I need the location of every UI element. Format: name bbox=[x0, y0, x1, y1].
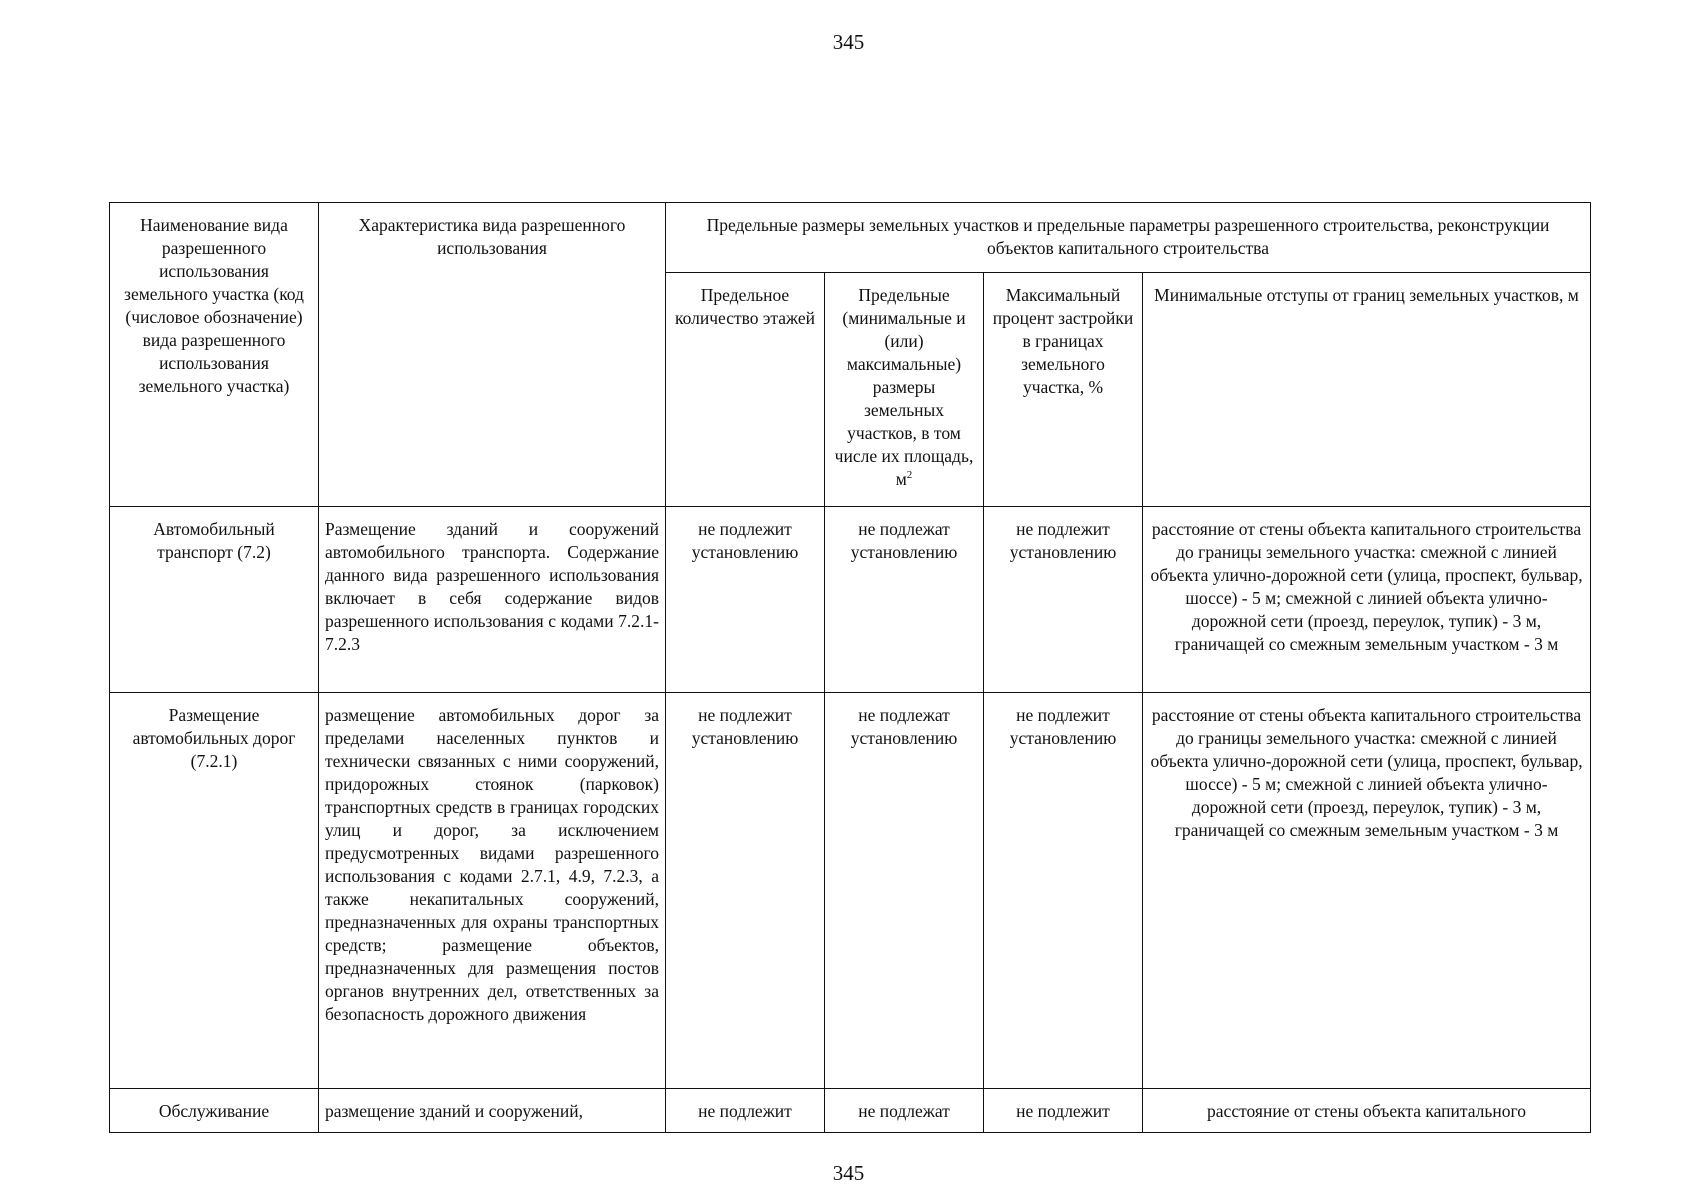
header-setbacks: Минимальные отступы от границ земельных участков, м bbox=[1143, 273, 1591, 507]
table-row bbox=[110, 507, 1591, 693]
header-sizes-superscript: 2 bbox=[906, 469, 913, 482]
cell-floors: не подлежит установлению bbox=[666, 507, 825, 693]
cell-sizes: не подлежат установлению bbox=[825, 507, 984, 693]
cell-characteristic: Размещение зданий и сооружений автомобильного транспорта. Содержание данного вида разрешенного использования включает в себя содержание видов разрешенного использования с кодами 7.2.1-7.2.3 bbox=[319, 507, 666, 693]
cell-characteristic: размещение зданий и сооружений, bbox=[319, 1089, 666, 1133]
header-characteristic: Характеристика вида разрешенного использования bbox=[319, 203, 666, 507]
cell-sizes: не подлежат установлению bbox=[825, 693, 984, 1089]
header-limits-group: Предельные размеры земельных участков и предельные параметры разрешенного строительства, реконструкции объектов капитального строительства bbox=[666, 203, 1591, 273]
cell-characteristic: размещение автомобильных дорог за пределами населенных пунктов и технически связанных с ними сооружений, придорожных стоянок (парковок) транспортных средств в границах городских улиц и дорог, за исключением предусмотренных видами разрешенного использования с кодами 2.7.1, 4.9, 7.2.3, а также некапитальных сооружений, предназначенных для охраны транспортных средств; размещение объектов, предназначенных для размещения постов органов внутренних дел, ответственных за безопасность дорожного движения bbox=[319, 693, 666, 1089]
cell-setbacks: расстояние от стены объекта капитального bbox=[1143, 1089, 1591, 1133]
header-row-1 bbox=[110, 203, 1591, 273]
cell-coverage: не подлежит установлению bbox=[984, 507, 1143, 693]
cell-setbacks: расстояние от стены объекта капитального строительства до границы земельного участка: смежной с линией объекта улично-дорожной сети (улица, проспект, бульвар, шоссе) - 5 м; смежной с линией объекта улично-дорожной сети (проезд, переулок, тупик) - 3 м, граничащей со смежным земельным участком - 3 м bbox=[1143, 507, 1591, 693]
page-number-bottom: 345 bbox=[832, 1161, 865, 1185]
regulations-table bbox=[109, 202, 1591, 1133]
cell-sizes: не подлежат bbox=[825, 1089, 984, 1133]
table-row bbox=[110, 693, 1591, 1089]
cell-coverage: не подлежит установлению bbox=[984, 693, 1143, 1089]
cell-floors: не подлежит bbox=[666, 1089, 825, 1133]
table-row bbox=[110, 1089, 1591, 1133]
page-number-top: 345 bbox=[832, 30, 865, 54]
cell-name: Обслуживание bbox=[110, 1089, 319, 1133]
header-name: Наименование вида разрешенного использования земельного участка (код (числовое обозначение) вида разрешенного использования земельного участка) bbox=[110, 203, 319, 507]
cell-coverage: не подлежит bbox=[984, 1089, 1143, 1133]
cell-setbacks: расстояние от стены объекта капитального строительства до границы земельного участка: смежной с линией объекта улично-дорожной сети (улица, проспект, бульвар, шоссе) - 5 м; смежной с линией объекта улично-дорожной сети (проезд, переулок, тупик) - 3 м, граничащей со смежным земельным участком - 3 м bbox=[1143, 693, 1591, 1089]
cell-name: Автомобильный транспорт (7.2) bbox=[110, 507, 319, 693]
header-floors: Предельное количество этажей bbox=[666, 273, 825, 507]
cell-floors: не подлежит установлению bbox=[666, 693, 825, 1089]
header-coverage: Максимальный процент застройки в границах земельного участка, % bbox=[984, 273, 1143, 507]
header-sizes bbox=[825, 273, 984, 507]
cell-name: Размещение автомобильных дорог (7.2.1) bbox=[110, 693, 319, 1089]
header-sizes-text: Предельные (минимальные и (или) максимальные) размеры земельных участков, в том числе их площадь, м bbox=[834, 285, 974, 489]
